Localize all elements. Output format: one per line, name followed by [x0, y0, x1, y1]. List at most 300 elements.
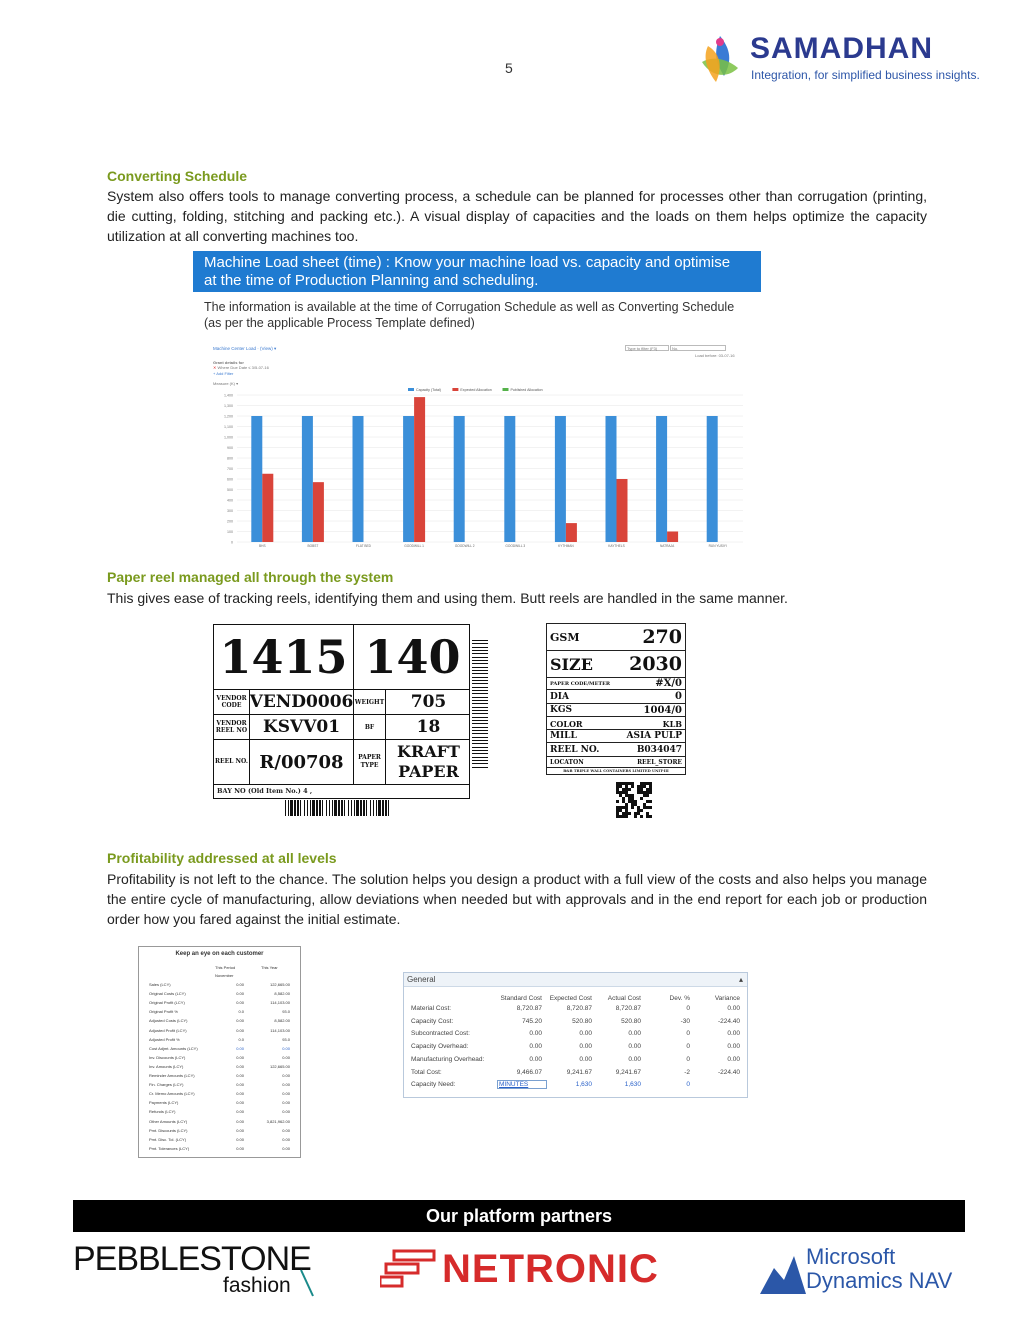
qr-module: [625, 794, 628, 797]
chart-x-tick-label: KYTHMAN: [558, 544, 574, 548]
qr-module: [622, 800, 625, 803]
chart-y-tick-label: 1,100: [224, 424, 233, 429]
qr-module: [643, 806, 646, 809]
customer-row-label: Adjusted Costs (LCY): [149, 1018, 188, 1024]
chart-bar: [555, 416, 566, 542]
chart-bar: [353, 416, 364, 542]
chart-x-tick-label: GOODWILL 1: [404, 544, 424, 548]
bf-label: BF: [354, 715, 386, 739]
qr-module: [643, 785, 646, 788]
collapse-caret-icon[interactable]: ▴: [738, 975, 743, 984]
chart-y-tick-label: 600: [227, 477, 233, 482]
qr-module: [631, 800, 634, 803]
barcode-bar: [472, 760, 488, 761]
qr-module: [634, 815, 637, 818]
qr-module: [634, 800, 637, 803]
customer-row-year-value: 114,103.00: [270, 1000, 290, 1006]
general-cell: 0.00: [628, 1030, 641, 1038]
barcode-bar: [319, 800, 321, 816]
reel-small-key: REEL NO.: [550, 744, 600, 755]
customer-row-label: Original Profit (LCY): [149, 1000, 185, 1006]
barcode-bar: [316, 800, 318, 816]
measure-dropdown[interactable]: Measure (K) ▾: [213, 381, 239, 386]
weight-value: 705: [410, 692, 447, 712]
barcode-bar: [472, 713, 488, 714]
barcode-bar: [472, 767, 488, 768]
chart-y-tick-label: 200: [227, 519, 233, 524]
qr-module: [625, 812, 628, 815]
barcode-bar: [472, 743, 488, 744]
general-cell: -224.40: [717, 1017, 740, 1025]
customer-table-row: [139, 1000, 300, 1009]
general-cell: 520.80: [621, 1017, 641, 1025]
qr-module: [646, 794, 649, 797]
general-cell: 0.00: [579, 1043, 592, 1051]
paper-type-label: PAPER TYPE: [354, 740, 386, 784]
customer-row-year-value: 3,821,962.00: [266, 1118, 290, 1124]
barcode-bar: [385, 800, 387, 816]
chart-y-tick-label: 1,400: [224, 393, 233, 398]
qr-module: [631, 794, 634, 797]
barcode-bar: [294, 800, 296, 816]
general-row-label: Capacity Overhead:: [411, 1043, 469, 1051]
barcode-bar: [472, 717, 488, 718]
reel-small-footer: B&B TRIPLE WALL CONTAINERS LIMITED UNIT-III: [563, 769, 669, 773]
qr-module: [649, 800, 652, 803]
general-cell: -224.40: [717, 1068, 740, 1076]
qr-module: [637, 788, 640, 791]
reel-small-row: [547, 730, 685, 743]
general-cell: 9,466.07: [516, 1068, 542, 1076]
general-cell: 0.00: [628, 1055, 641, 1063]
customer-row-label: Inv. Amounts (LCY): [149, 1063, 184, 1069]
netronic-mark-icon: [380, 1249, 436, 1289]
qr-module: [649, 806, 652, 809]
chart-bar: [504, 416, 515, 542]
qr-module: [640, 815, 643, 818]
customer-row-year-value: 0.00: [282, 1145, 290, 1151]
qr-module: [625, 809, 628, 812]
barcode-bar: [472, 697, 488, 698]
qr-module: [640, 809, 643, 812]
bay-no-text: BAY NO (Old Item No.) 4 ,: [217, 787, 313, 795]
barcode-bar: [472, 693, 488, 694]
reel-small-value: 1004/0: [643, 704, 682, 716]
chart-bar: [251, 416, 262, 542]
banner-line-2: at the time of Production Planning and scheduling.: [204, 272, 539, 289]
general-cell: 0.00: [727, 1055, 740, 1063]
reel-size-value: 140: [364, 630, 461, 684]
barcode-bar: [348, 800, 349, 816]
barcode-bar: [300, 800, 301, 816]
reel-small-key: SIZE: [550, 654, 593, 674]
reel-label-vendor-reel-row: [214, 715, 469, 740]
qr-module: [628, 812, 631, 815]
barcode-bar: [472, 657, 488, 658]
general-cell: 520.80: [572, 1017, 592, 1025]
customer-row-period-value: 0.00: [236, 1091, 244, 1097]
qr-module: [637, 812, 640, 815]
barcode-bar: [472, 667, 488, 668]
qr-module: [628, 800, 631, 803]
add-filter-icon: +: [213, 371, 217, 376]
section-title-converting: Converting Schedule: [107, 168, 248, 184]
customer-row-year-value: 0.00: [282, 1073, 290, 1078]
qr-module: [616, 782, 619, 785]
customer-table-row: [139, 991, 300, 1000]
partners-bar: Our platform partners: [73, 1200, 965, 1232]
chart-filter-text: Where Due Date ≤ 3/5-07-16: [217, 365, 269, 370]
barcode-bar: [329, 800, 330, 816]
barcode-bar: [373, 800, 374, 816]
reel-label-vendor-row: [214, 690, 469, 715]
customer-row-period-value: 0.00: [236, 1082, 244, 1088]
chart-y-tick-label: 1,300: [224, 403, 233, 408]
customer-period-month: November: [215, 973, 234, 978]
chart-y-tick-label: 400: [227, 498, 233, 503]
general-panel-header[interactable]: [404, 973, 747, 987]
dynamics-nav-wordmark: Dynamics NAV: [806, 1268, 953, 1293]
customer-table-row: [139, 1137, 300, 1146]
qr-module: [640, 788, 643, 791]
qr-module: [631, 803, 634, 806]
general-cell: 745.20: [522, 1017, 542, 1025]
qr-module: [619, 791, 622, 794]
qr-module: [631, 782, 634, 785]
customer-row-year-value: 8,582.00: [274, 991, 290, 997]
qr-module: [625, 803, 628, 806]
qr-module: [619, 809, 622, 812]
qr-module: [640, 782, 643, 785]
qr-module: [628, 788, 631, 791]
qr-module: [637, 791, 640, 794]
chart-bar: [454, 416, 465, 542]
reel-small-value: B034047: [636, 744, 682, 755]
chart-x-tick-label: GOODWILL 2: [454, 544, 475, 548]
qr-module: [646, 791, 649, 794]
reel-label-reel-no-row: [214, 740, 469, 785]
general-cell: -30: [680, 1017, 690, 1025]
chart-x-tick-label: GOODWILL 3: [505, 544, 526, 548]
qr-module: [616, 788, 619, 791]
vendor-reel-label: VENDOR REEL NO: [214, 715, 250, 739]
chart-y-tick-label: 700: [227, 466, 233, 471]
customer-row-year-value: 0.00: [282, 1091, 290, 1097]
pebblestone-sub: fashion: [223, 1274, 291, 1297]
customer-table-row: [139, 1028, 300, 1037]
customer-row-year-value: 93.0: [282, 1036, 290, 1042]
general-cell: 0.00: [727, 1030, 740, 1038]
customer-row-period-value: 0.00: [236, 1045, 244, 1051]
section-title-profitability: Profitability addressed at all levels: [107, 850, 337, 866]
chart-y-tick-label: 1,000: [224, 435, 233, 440]
qr-module: [622, 791, 625, 794]
pebblestone-logo: [73, 1240, 323, 1300]
customer-row-year-value: 0.00: [282, 1136, 290, 1142]
barcode-bar: [472, 710, 488, 711]
remove-filter-icon[interactable]: ✕: [213, 365, 218, 370]
chart-legend-label: Published Allocation: [510, 388, 543, 392]
general-cost-panel: [403, 972, 748, 1098]
reel-small-key: PAPER CODE/METER: [550, 681, 611, 687]
barcode-bar: [472, 763, 488, 764]
chart-legend-swatch: [452, 388, 458, 391]
chart-y-tick-label: 300: [227, 508, 233, 513]
general-column-header: Standard Cost: [500, 995, 542, 1002]
general-cell: 0: [686, 1005, 690, 1012]
customer-row-period-value: 0.00: [236, 982, 244, 987]
barcode-bar: [472, 687, 488, 688]
general-cell: 0.00: [529, 1055, 542, 1063]
chart-bar: [667, 532, 678, 543]
reel-small-value: #X/0: [655, 678, 682, 689]
general-cell: 0.00: [529, 1030, 542, 1038]
qr-module: [640, 797, 643, 800]
reel-small-row: [547, 690, 685, 704]
customer-row-year-value: 122,665.00: [269, 1063, 290, 1069]
netronic-wordmark: NETRONIC: [442, 1247, 659, 1291]
general-row-label: Manufacturing Overhead:: [411, 1055, 485, 1063]
chart-legend-label: Expected Allocation: [460, 388, 492, 392]
chart-bar: [656, 416, 667, 542]
qr-module: [622, 806, 625, 809]
barcode-bar: [312, 800, 315, 816]
chart-search-input[interactable]: Type to filter (F3): [625, 345, 669, 351]
qr-module: [649, 791, 652, 794]
pebblestone-slash-icon: [299, 1268, 315, 1298]
barcode-bar: [472, 703, 488, 704]
chart-bar: [606, 416, 617, 542]
chart-legend-label: Capacity (Total): [416, 388, 441, 392]
customer-table-row: [139, 1082, 300, 1091]
customer-row-label: Cost Adjmt. Amounts (LCY): [149, 1045, 198, 1051]
qr-module: [619, 815, 622, 818]
customer-row-period-value: 0.00: [236, 1127, 244, 1133]
chart-plot: [205, 340, 757, 552]
reel-no-value: R/00708: [250, 740, 354, 784]
qr-module: [616, 800, 619, 803]
qr-module: [646, 782, 649, 785]
reel-small-row: [547, 717, 685, 730]
general-row-label: Material Cost:: [411, 1005, 452, 1012]
qr-module: [631, 797, 634, 800]
general-cell: 9,241.67: [615, 1068, 641, 1076]
customer-row-period-value: 0.00: [236, 1073, 244, 1078]
reel-small-key: COLOR: [550, 718, 583, 729]
customer-table-row: [139, 1100, 300, 1109]
customer-row-period-value: 0.00: [236, 1145, 244, 1151]
general-cell: 0: [686, 1030, 690, 1038]
barcode-bar: [290, 800, 293, 816]
chart-y-tick-label: 0: [231, 540, 233, 545]
qr-module: [649, 782, 652, 785]
banner-subtext: [204, 299, 764, 331]
barcode-bar: [322, 800, 323, 816]
general-cell: 0.00: [579, 1055, 592, 1063]
banner-sub-line-1: The information is available at the time of Corrugation Schedule as well as Converting Schedule: [204, 300, 735, 314]
barcode-bar: [472, 733, 488, 734]
chart-view-title[interactable]: Machine Center Load · (View) ▾: [213, 346, 277, 351]
reel-small-key: MILL: [550, 731, 577, 742]
reel-small-row: [547, 704, 685, 717]
qr-module: [634, 812, 637, 815]
customer-row-label: Refunds (LCY): [149, 1109, 176, 1115]
vendor-code-label: VENDOR CODE: [214, 690, 250, 714]
section-title-paper-reel: Paper reel managed all through the system: [107, 569, 394, 585]
paper-type-line-2: PAPER: [398, 762, 459, 781]
chart-x-tick-label: BHS: [259, 544, 266, 548]
reel-small-row: [547, 757, 685, 768]
pebblestone-wordmark: PEBBLESTONE: [73, 1240, 311, 1278]
qr-module: [622, 797, 625, 800]
customer-table-row: [139, 1146, 300, 1155]
customer-row-year-value: 0.00: [282, 1100, 290, 1106]
customer-row-period-value: 0.00: [236, 1100, 244, 1106]
customer-row-period-value: 0.00: [236, 1054, 244, 1060]
chart-bar: [414, 397, 425, 542]
barcode-bar: [310, 800, 311, 816]
customer-table-row: [139, 982, 300, 991]
barcode-bar: [366, 800, 367, 816]
general-row-label: Capacity Need:: [411, 1081, 456, 1089]
vendor-reel-value: KSVV01: [250, 715, 354, 739]
barcode-bar: [341, 800, 343, 816]
qr-code: [616, 782, 652, 818]
qr-module: [643, 794, 646, 797]
customer-row-label: Original Costs (LCY): [149, 991, 186, 997]
general-panel-title: General: [407, 975, 436, 984]
qr-module: [637, 806, 640, 809]
barcode-bar: [334, 800, 337, 816]
qr-module: [616, 791, 619, 794]
qr-module: [616, 809, 619, 812]
barcode-bar: [472, 653, 488, 654]
reel-small-value: 0: [675, 691, 682, 702]
general-cell: 8,720.87: [516, 1005, 542, 1012]
qr-module: [619, 785, 622, 788]
qr-module: [649, 815, 652, 818]
netronic-logo: [380, 1245, 660, 1295]
qr-module: [640, 785, 643, 788]
qr-module: [628, 794, 631, 797]
capacity-unit-field[interactable]: MINUTES: [497, 1080, 547, 1089]
customer-table-row: [139, 1073, 300, 1082]
barcode-bar: [472, 640, 488, 641]
barcode-bar: [304, 800, 305, 816]
chart-x-tick-label: NATRAJA: [659, 544, 675, 548]
barcode-bar: [472, 690, 488, 691]
barcode-bar: [351, 800, 352, 816]
qr-module: [625, 785, 628, 788]
qr-module: [628, 797, 631, 800]
chart-x-tick-label: FLAT BED: [356, 544, 371, 548]
customer-table-row: [139, 1009, 300, 1018]
barcode-bar: [288, 800, 289, 816]
qr-module: [616, 806, 619, 809]
customer-row-period-value: 0.00: [236, 991, 244, 997]
machine-load-chart: [205, 340, 757, 552]
barcode-bar: [472, 720, 488, 721]
qr-module: [646, 788, 649, 791]
qr-module: [625, 806, 628, 809]
customer-table-row: [139, 1128, 300, 1137]
customer-row-period-value: 0.00: [236, 1136, 244, 1142]
general-cell: 0: [686, 1043, 690, 1051]
chart-search-field-select[interactable]: No.: [670, 345, 726, 351]
barcode-bar: [472, 707, 488, 708]
customer-row-year-value: 0.00: [282, 1082, 290, 1088]
qr-module: [625, 791, 628, 794]
samadhan-logo: [694, 30, 994, 90]
barcode-bar: [307, 800, 308, 816]
chart-y-tick-label: 500: [227, 487, 233, 492]
microsoft-wordmark: Microsoft: [806, 1244, 896, 1269]
barcode-bar: [472, 683, 488, 684]
general-cell: 1,630: [624, 1081, 641, 1089]
customer-col-this-period: This Period: [215, 965, 236, 970]
customer-row-label: Cr. Memo Amounts (LCY): [149, 1091, 195, 1097]
barcode-bar: [354, 800, 355, 816]
customer-table-row: [139, 1055, 300, 1064]
chart-bar: [403, 416, 414, 542]
customer-row-period-value: 0.0: [238, 1009, 244, 1015]
vertical-barcode: [472, 640, 492, 772]
chart-x-tick-label: RUN YUSIYI: [708, 544, 727, 548]
general-cell: 0.00: [727, 1005, 740, 1012]
general-cell: 0.00: [579, 1030, 592, 1038]
general-cell: 9,241.67: [566, 1068, 592, 1076]
qr-module: [643, 791, 646, 794]
barcode-bar: [472, 677, 488, 678]
dynamics-mark-icon: [760, 1250, 806, 1294]
general-cell: 8,720.87: [566, 1005, 592, 1012]
general-row-label: Subcontracted Cost:: [411, 1030, 470, 1038]
general-column-header: Actual Cost: [607, 995, 641, 1002]
qr-module: [637, 785, 640, 788]
qr-module: [637, 809, 640, 812]
reel-small-value: ASIA PULP: [626, 731, 682, 742]
barcode-bar: [472, 740, 488, 741]
customer-row-year-value: 0.00: [282, 1127, 290, 1133]
microsoft-dynamics-logo: [760, 1244, 960, 1300]
reel-label-small: [546, 623, 686, 775]
chart-bar: [566, 523, 577, 542]
barcode-bar: [472, 753, 488, 754]
customer-row-year-value: 114,103.00: [270, 1027, 290, 1033]
customer-table-row: [139, 1046, 300, 1055]
barcode-bar: [344, 800, 345, 816]
reel-label-top-row: [214, 625, 469, 690]
qr-module: [649, 788, 652, 791]
customer-row-label: Sales (LCY): [149, 982, 171, 987]
customer-table-title: Keep an eye on each customer: [175, 951, 264, 957]
customer-row-period-value: 0.00: [236, 1109, 244, 1115]
general-cell: 0.00: [628, 1043, 641, 1051]
reel-small-value: 2030: [629, 653, 682, 676]
reel-small-row: [547, 651, 685, 678]
qr-module: [646, 806, 649, 809]
qr-module: [622, 782, 625, 785]
general-column-header: Dev. %: [669, 995, 690, 1002]
barcode-bar: [472, 750, 488, 751]
reel-label-large: [213, 624, 470, 799]
reel-small-key: KGS: [550, 705, 573, 716]
barcode-bar: [472, 727, 488, 728]
barcode-bar: [472, 670, 488, 671]
qr-module: [616, 815, 619, 818]
section-body-paper-reel: This gives ease of tracking reels, identifying them and using them. Butt reels are handled in the same manner.: [107, 590, 788, 606]
customer-row-year-value: 0.00: [282, 1054, 290, 1060]
